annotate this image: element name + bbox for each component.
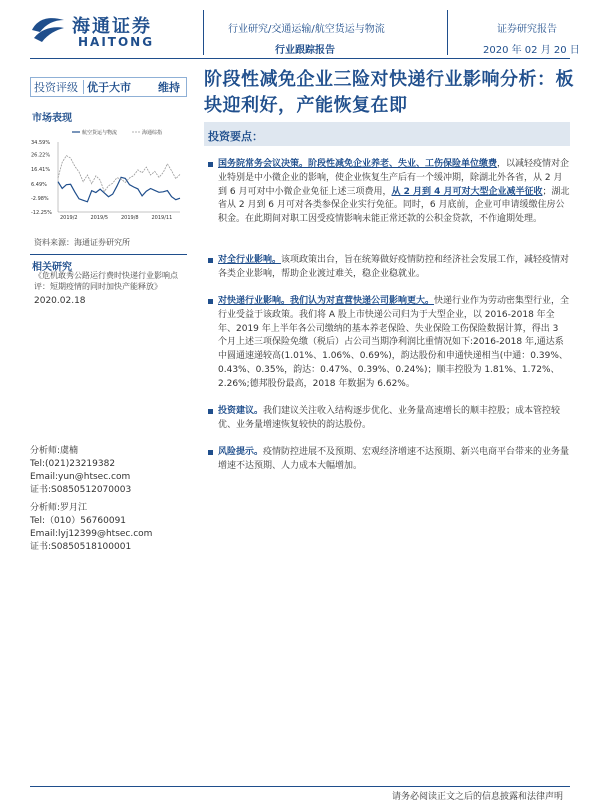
related-report-date: 2020.02.18 xyxy=(34,296,86,306)
bullet-item xyxy=(208,158,570,227)
bullet-item xyxy=(208,254,570,282)
market-section-title: 市场表现 xyxy=(32,113,72,124)
analyst-email: Email:lyj12399@htsec.com xyxy=(30,529,153,539)
bullet-square-icon xyxy=(208,450,213,455)
key-points-title: 投资要点： xyxy=(208,130,263,143)
y-tick-label: 34.59% xyxy=(31,140,51,146)
bullet-square-icon xyxy=(208,162,213,167)
bullet-text: 该项政策出台，旨在统筹做好疫情防控和经济社会发展工作，减轻疫情对各类企业影响，帮助企业渡过难关，稳企业稳就业。 xyxy=(218,255,570,279)
logo-mark-icon xyxy=(30,14,66,44)
analyst-cert: 证书:S0850512070003 xyxy=(30,485,132,495)
logo-chinese-text: 海通证券 xyxy=(72,16,152,37)
bullet-highlight: 从 2 月到 4 月可对大型企业减半征收 xyxy=(391,186,543,197)
header-divider xyxy=(447,10,448,55)
analyst-email: Email:yun@htsec.com xyxy=(30,472,131,482)
logo-english-text: HAITONG xyxy=(78,35,155,49)
rating-box xyxy=(30,77,187,97)
chart-source: 资料来源：海通证券研究所 xyxy=(34,238,130,247)
company-logo xyxy=(30,10,200,50)
bullet-item xyxy=(208,405,570,433)
y-tick-label: 6.49% xyxy=(31,181,47,188)
bullet-text: 疫情防控进展不及预期、宏观经济增速不达预期、新兴电商平台带来的业务量增速不达预期、人力成本大幅增加。 xyxy=(218,447,570,471)
header-divider xyxy=(203,10,204,55)
bullet-text: 快递行业作为劳动密集型行业，全行业受益于该政策。我们将 A 股上市快递公司归为于大型企业，以 2016-2018 年全年、2019 年上半年各公司缴纳的基本养老保险、失业保险工伤保险数据计算，得出 3 个月上述三项保险免缴（税后）占公司当期净利润比重情况如下:2016-2018 年,通达系中圆通速递较高(1.01%、1.06%、0.69%)，韵达股份和申通快递相当(中通：0.39%、0.43%、0.35%，韵达：0.47%、0.39%、0.24%)；顺丰控股为 1.81%、1.72%、2.26%;德邦股份最高，2018 年数据为 6.62%。 xyxy=(218,296,570,389)
industry-category: 行业研究/交通运输/航空货运与物流 xyxy=(228,24,385,35)
legend-label: 航空货运与物流 xyxy=(82,130,118,136)
bullet-square-icon xyxy=(208,258,213,263)
x-tick-label: 2019/5 xyxy=(90,215,109,221)
market-performance-chart xyxy=(30,128,187,228)
analyst-name: 分析师:虞楠 xyxy=(30,446,79,456)
x-tick-label: 2019/8 xyxy=(121,215,139,221)
bullet-square-icon xyxy=(208,409,213,414)
bullet-item xyxy=(208,295,570,392)
analyst-block xyxy=(30,502,152,554)
bullet-lead: 投资建议。 xyxy=(218,406,264,416)
y-tick-label: -12.25% xyxy=(31,210,52,216)
related-report-title: 《危机敢秀公路运行费时快递行业影响点评：短期疫情的同时加快产能释放》 xyxy=(34,271,178,291)
bullet-lead: 对快递行业影响。我们认为对直营快递公司影响更大。 xyxy=(218,296,435,306)
analyst-cert: 证书:S0850518100001 xyxy=(30,542,132,552)
bullet-text: 我们建议关注收入结构逐步优化、业务量高速增长的顺丰控股；成本管控较优、业务量增速恢复较快的韵达股份。 xyxy=(218,406,561,430)
rating-action: 维持 xyxy=(158,81,180,94)
series-line xyxy=(58,177,180,202)
footer-rule xyxy=(30,786,570,787)
bullet-lead: 对全行业影响。 xyxy=(218,255,282,265)
analyst-name: 分析师:罗月江 xyxy=(30,503,88,513)
document-type: 证券研究报告 xyxy=(497,24,557,35)
rating-value: 优于大市 xyxy=(87,81,131,94)
rating-label: 投资评级 xyxy=(34,81,78,94)
x-tick-label: 2019/11 xyxy=(151,215,173,221)
report-type: 行业跟踪报告 xyxy=(275,45,335,56)
y-tick-label: -2.98% xyxy=(31,196,49,203)
analyst-tel: Tel:(021)23219382 xyxy=(30,459,116,469)
header-rule xyxy=(30,58,570,59)
analyst-tel: Tel:（010）56760091 xyxy=(30,516,127,526)
x-tick-label: 2019/2 xyxy=(60,215,78,221)
related-section-title: 相关研究 xyxy=(32,262,72,273)
bullet-item xyxy=(208,446,570,474)
footer-disclaimer: 请务必阅读正文之后的信息披露和法律声明 xyxy=(392,792,564,800)
y-tick-label: 16.41% xyxy=(31,167,51,174)
analyst-block xyxy=(30,445,131,497)
bullet-lead: 风险提示。 xyxy=(218,447,264,457)
y-tick-label: 26.22% xyxy=(31,152,51,159)
bullet-text: ，以减轻疫情对企业特别是中小微企业的影响，使企业恢复生产后有一个缓冲期，除湖北外各省，从 2 月到 6 月可对中小微企业免征上述三项费用， xyxy=(218,159,570,197)
series-line xyxy=(58,156,180,192)
bullet-tail: ；湖北省从 2 月到 6 月可对各类参保企业实行免征。同时，6 月底前，企业可申请缓缴住房公积金。在此期间对职工因受疫情影响未能正常还款的公积金贷款，不作逾期处理。 xyxy=(218,186,570,225)
bullet-square-icon xyxy=(208,299,213,304)
bullet-lead: 国务院常务会议决策。阶段性减免企业养老、失业、工伤保险单位缴费 xyxy=(218,159,498,169)
sidebar-rule xyxy=(30,254,187,255)
report-date: 2020 年 02 月 20 日 xyxy=(483,45,580,56)
report-title: 阶段性减免企业三险对快递行业影响分析：板块迎利好，产能恢复在即 xyxy=(204,69,574,116)
legend-label: 海通综指 xyxy=(142,130,163,136)
